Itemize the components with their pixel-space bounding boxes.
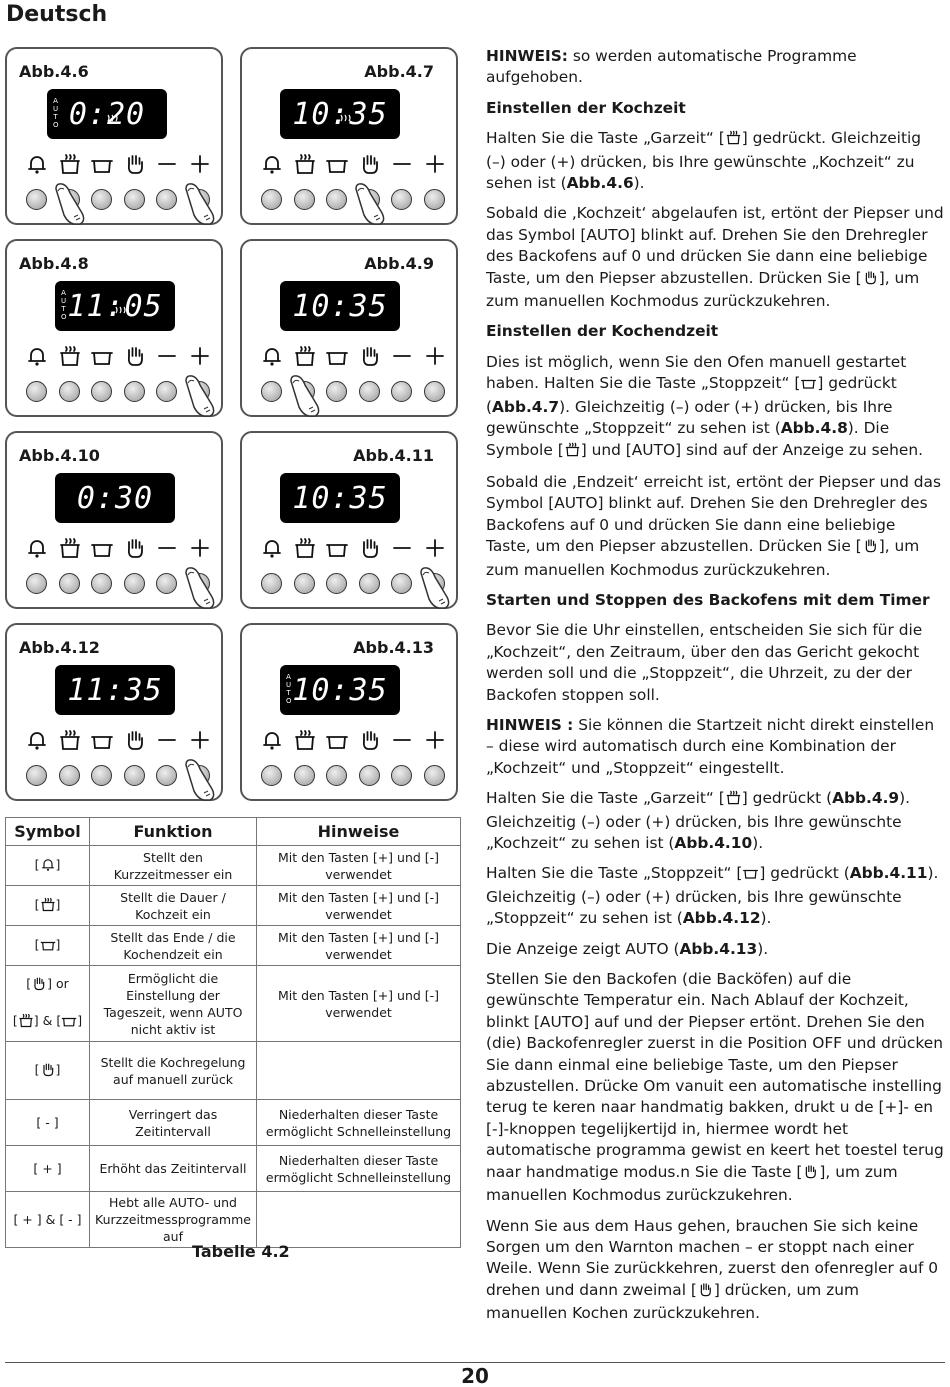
symbol-cell: [ ] xyxy=(6,926,90,966)
control-button[interactable] xyxy=(261,189,282,210)
control-button[interactable] xyxy=(26,765,47,786)
notes-cell xyxy=(257,1042,461,1100)
text-run: ] und [AUTO] sind auf der Anzeige zu sehen. xyxy=(580,440,923,459)
figure-panel xyxy=(5,623,223,801)
function-cell: Stellt die Kochregelung auf manuell zurück xyxy=(90,1042,257,1100)
paragraph-timer-intro: Bevor Sie die Uhr einstellen, entscheiden Sie sich für die „Kochzeit“, den Zeitraum, über den das Gericht gekocht werden soll und die „Stoppzeit“, die Uhrzeit, zu der der Backofen stoppen soll. xyxy=(486,621,923,704)
control-symbols xyxy=(23,153,207,177)
figure-ref: Abb.4.13 xyxy=(679,939,758,958)
paragraph-leaving-home xyxy=(486,1216,944,1325)
auto-indicator: A U T O xyxy=(61,289,68,321)
function-cell: Stellt die Dauer / Kochzeit ein xyxy=(90,886,257,926)
notes-cell: Mit den Tasten [+] und [-] verwendet xyxy=(257,966,461,1042)
display-time: 10:35 xyxy=(292,480,388,516)
instructions-text xyxy=(486,46,944,1334)
control-button[interactable] xyxy=(156,573,177,594)
text-run: ). xyxy=(757,939,769,958)
text-run: ). Gleichzeitig (–) oder (+) drücken, bis Ihre gewünschte „Stoppzeit“ zu sehen ist ( xyxy=(486,864,939,928)
page-language-heading: Deutsch xyxy=(6,2,108,27)
figure-label: Abb.4.7 xyxy=(364,62,434,81)
figure-label: Abb.4.12 xyxy=(19,638,100,657)
table-caption: Tabelle 4.2 xyxy=(192,1242,290,1261)
paragraph-cooking-time-end xyxy=(486,203,944,312)
paragraph-end-time xyxy=(486,352,944,463)
control-button[interactable] xyxy=(359,573,380,594)
auto-indicator: A U T O xyxy=(286,673,293,705)
text-run: ). xyxy=(760,909,772,928)
control-button[interactable] xyxy=(189,189,210,210)
tray-icon xyxy=(800,375,817,396)
note-paragraph xyxy=(486,46,944,89)
function-cell: Hebt alle AUTO- und Kurzzeitmessprogramme auf xyxy=(90,1192,257,1248)
control-button[interactable] xyxy=(59,381,80,402)
figure-panel xyxy=(5,431,223,609)
steam-icon xyxy=(113,287,127,322)
text-run: Stellen Sie den Backofen (die Backöfen) auf die gewünschte Temperatur ein. Nach Ablauf der Kochzeit, blinkt [AUTO] auf und der Piepser ertönt. Drehen Sie den (die) Backofenregler zuerst in die Position OFF und drücken Sie dann einmal eine beliebige Taste, um den Piepser abzustellen. Drücke Om vanuit een automatische instelling terug te keren naar handmatig bakken, drukt u de [+]- en [-]-knoppen tegelijkertijd in, hiermee wordt het automatische programma gewist en keert het toestel terug naar handmatige modus.n Sie die Taste [ xyxy=(486,970,944,1181)
notes-cell: Mit den Tasten [+] und [-] verwendet xyxy=(257,926,461,966)
heading-end-time: Einstellen der Kochendzeit xyxy=(486,322,719,341)
tray-icon xyxy=(40,937,56,956)
control-buttons xyxy=(23,381,207,403)
display-time: 10:35 xyxy=(292,672,388,708)
control-symbols xyxy=(258,345,442,369)
control-button[interactable] xyxy=(294,765,315,786)
symbol-cell: [ ] or [ ] & [ ] xyxy=(6,966,90,1042)
paragraph-end-time-reached xyxy=(486,472,944,581)
notes-cell: Mit den Tasten [+] und [-] verwendet xyxy=(257,886,461,926)
timer-display xyxy=(55,473,175,523)
table-row xyxy=(6,846,461,886)
column-header-symbol: Symbol xyxy=(6,818,90,846)
table-row xyxy=(6,1192,461,1248)
display-time: 10:35 xyxy=(292,96,388,132)
control-button[interactable] xyxy=(391,189,412,210)
paragraph-cooking-time xyxy=(486,128,944,194)
hand-icon xyxy=(862,270,879,291)
function-cell: Stellt den Kurzzeitmesser ein xyxy=(90,846,257,886)
page-number: 20 xyxy=(461,1364,489,1387)
control-button[interactable] xyxy=(424,573,445,594)
hand-icon xyxy=(31,976,47,995)
control-button[interactable] xyxy=(261,573,282,594)
figure-label: Abb.4.8 xyxy=(19,254,89,273)
text-run: ] gedrückt ( xyxy=(741,789,833,808)
pot-icon xyxy=(564,442,581,463)
paragraph-auto-shown xyxy=(486,939,944,960)
figure-ref: Abb.4.8 xyxy=(780,419,848,438)
figure-ref: Abb.4.9 xyxy=(832,789,900,808)
display-time: 0:20 xyxy=(68,96,146,132)
pot-icon xyxy=(18,1013,34,1032)
control-buttons xyxy=(23,573,207,595)
timer-display xyxy=(280,665,400,715)
symbol-function-table xyxy=(5,817,461,1248)
text-run: Die Anzeige zeigt AUTO ( xyxy=(486,939,680,958)
control-symbols xyxy=(23,537,207,561)
text-run: ], um zum manuellen Kochmodus zurückzukehren. xyxy=(486,1162,898,1205)
note-text: so werden automatische Programme aufgehoben. xyxy=(486,47,857,87)
control-button[interactable] xyxy=(391,381,412,402)
control-buttons xyxy=(258,189,442,211)
text-run: ). Gleichzeitig (–) oder (+) drücken, bis Ihre gewünschte „Stoppzeit“ zu sehen ist ( xyxy=(486,397,893,438)
control-button[interactable] xyxy=(189,765,210,786)
symbol-cell: [ - ] xyxy=(6,1100,90,1146)
control-button[interactable] xyxy=(156,381,177,402)
text-run: Wenn Sie aus dem Haus gehen, brauchen Sie sich keine Sorgen um den Warnton machen – er stoppt nach einer Weile. Wenn Sie zurückkehren, zuerst den ofenregler auf 0 drehen und dann zweimal [ xyxy=(486,1216,939,1299)
function-cell: Stellt das Ende / die Kochendzeit ein xyxy=(90,926,257,966)
figure-label: Abb.4.10 xyxy=(19,446,100,465)
control-button[interactable] xyxy=(59,573,80,594)
control-button[interactable] xyxy=(59,765,80,786)
control-button[interactable] xyxy=(326,573,347,594)
text-run: Sie können die Startzeit nicht direkt einstellen – diese wird automatisch durch eine Kombination der „Kochzeit“ und „Stoppzeit“ eingestellt. xyxy=(486,715,935,777)
steam-icon xyxy=(105,95,119,130)
control-button[interactable] xyxy=(424,381,445,402)
tray-icon xyxy=(61,1013,77,1032)
text-run: ] drücken, um zum manuellen Kochen zurückzukehren. xyxy=(486,1280,859,1323)
figure-label: Abb.4.9 xyxy=(364,254,434,273)
text-run: Halten Sie die Taste „Garzeit“ [ xyxy=(486,789,725,808)
text-run: ). xyxy=(752,834,764,852)
symbol-cell: [ ] xyxy=(6,886,90,926)
control-button[interactable] xyxy=(294,381,315,402)
notes-cell: Niederhalten dieser Taste ermöglicht Schnelleinstellung xyxy=(257,1100,461,1146)
timer-display xyxy=(280,473,400,523)
control-symbols xyxy=(23,345,207,369)
control-button[interactable] xyxy=(124,765,145,786)
control-button[interactable] xyxy=(326,765,347,786)
control-button[interactable] xyxy=(294,189,315,210)
display-time: 10:35 xyxy=(292,288,388,324)
figure-label: Abb.4.11 xyxy=(353,446,434,465)
note-label: HINWEIS: xyxy=(486,47,568,65)
control-button[interactable] xyxy=(424,189,445,210)
timer-display xyxy=(280,89,400,139)
paragraph-set-stop-time xyxy=(486,863,944,929)
timer-display xyxy=(55,281,175,331)
text-run: ], um zum manuellen Kochmodus zurückzukehren. xyxy=(486,537,920,579)
control-buttons xyxy=(258,765,442,787)
symbol-cell: [ + ] xyxy=(6,1146,90,1192)
paragraph-timer-note xyxy=(486,715,944,779)
control-button[interactable] xyxy=(156,189,177,210)
figure-panel xyxy=(240,431,458,609)
text-run: ], um zum manuellen Kochmodus zurückzukehren. xyxy=(486,268,920,311)
paragraph-set-cook-time xyxy=(486,788,944,854)
control-button[interactable] xyxy=(26,573,47,594)
display-time: 11:35 xyxy=(67,672,163,708)
text-run: Sobald die ‚Kochzeit‘ abgelaufen ist, ertönt der Piepser und das Symbol [AUTO] blinkt auf. Drehen Sie den Drehregler des Backofens auf 0 und drücken Sie dann eine beliebige Taste, um den Piepser abzustellen. Drücken Sie [ xyxy=(486,204,944,287)
tray-icon xyxy=(742,865,759,886)
auto-indicator: A U T O xyxy=(53,97,60,129)
control-button[interactable] xyxy=(261,765,282,786)
paragraph-temperature xyxy=(486,969,944,1206)
control-button[interactable] xyxy=(359,381,380,402)
control-button[interactable] xyxy=(59,189,80,210)
pot-icon xyxy=(40,897,56,916)
control-button[interactable] xyxy=(26,189,47,210)
text-run: Dies ist möglich, wenn Sie den Ofen manuell gestartet haben. Halten Sie die Taste „Stoppzeit“ [ xyxy=(486,352,907,393)
control-button[interactable] xyxy=(391,573,412,594)
text-run: Halten Sie die Taste „Stoppzeit“ [ xyxy=(486,864,743,883)
display-time: 11:05 xyxy=(67,288,163,324)
control-button[interactable] xyxy=(359,765,380,786)
table-row xyxy=(6,926,461,966)
figure-panel xyxy=(240,47,458,225)
column-header-function: Funktion xyxy=(90,818,257,846)
control-button[interactable] xyxy=(124,381,145,402)
figure-panel xyxy=(5,47,223,225)
function-cell: Erhöht das Zeitintervall xyxy=(90,1146,257,1192)
figure-ref: Abb.4.11 xyxy=(849,864,928,883)
text-run: Halten Sie die Taste „Garzeit“ [ xyxy=(486,129,725,148)
table-header-row xyxy=(6,818,461,846)
text-run: ). Die Symbole [ xyxy=(486,419,890,459)
hand-icon xyxy=(697,1282,714,1303)
bell-icon xyxy=(40,857,56,876)
timer-display xyxy=(280,281,400,331)
function-cell: Verringert das Zeitintervall xyxy=(90,1100,257,1146)
control-button[interactable] xyxy=(26,381,47,402)
control-button[interactable] xyxy=(189,381,210,402)
notes-cell: Mit den Tasten [+] und [-] verwendet xyxy=(257,846,461,886)
control-button[interactable] xyxy=(424,765,445,786)
table-row xyxy=(6,1100,461,1146)
text-run: ] gedrückt ( xyxy=(486,374,897,416)
pot-icon xyxy=(725,790,742,811)
text-run: Sobald die ‚Endzeit‘ erreicht ist, ertönt der Piepser und das Symbol [AUTO] blinkt auf. Drehen Sie den Drehregler des Backofens auf 0 und drücken Sie dann eine beliebige Taste, um den Piepser abzustellen. Drücken Sie [ xyxy=(486,472,941,556)
note-label: HINWEIS : xyxy=(486,715,574,734)
steam-icon xyxy=(338,95,352,130)
control-button[interactable] xyxy=(156,765,177,786)
figure-ref: Abb.4.10 xyxy=(674,834,753,852)
control-button[interactable] xyxy=(91,573,112,594)
figure-ref: Abb.4.12 xyxy=(682,909,761,928)
control-button[interactable] xyxy=(391,765,412,786)
figure-label: Abb.4.13 xyxy=(353,638,434,657)
footer-divider xyxy=(5,1362,945,1363)
figure-ref: Abb.4.7 xyxy=(492,397,560,416)
control-buttons xyxy=(258,573,442,595)
figure-panel xyxy=(240,239,458,417)
table-row xyxy=(6,886,461,926)
control-symbols xyxy=(258,537,442,561)
function-cell: Ermöglicht die Einstellung der Tageszeit, wenn AUTO nicht aktiv ist xyxy=(90,966,257,1042)
timer-display xyxy=(47,89,167,139)
control-symbols xyxy=(23,729,207,753)
figure-ref: Abb.4.6 xyxy=(566,174,634,193)
control-buttons xyxy=(23,765,207,787)
control-button[interactable] xyxy=(294,573,315,594)
control-button[interactable] xyxy=(91,189,112,210)
table-row xyxy=(6,1146,461,1192)
table-row xyxy=(6,966,461,1042)
figure-label: Abb.4.6 xyxy=(19,62,89,81)
control-symbols xyxy=(258,153,442,177)
control-buttons xyxy=(258,381,442,403)
notes-cell xyxy=(257,1192,461,1248)
hand-icon xyxy=(862,538,879,559)
control-symbols xyxy=(258,729,442,753)
text-run: ). xyxy=(633,174,645,193)
control-button[interactable] xyxy=(124,189,145,210)
control-button[interactable] xyxy=(91,765,112,786)
heading-cooking-time: Einstellen der Kochzeit xyxy=(486,98,686,117)
control-button[interactable] xyxy=(326,189,347,210)
figure-panel xyxy=(5,239,223,417)
control-button[interactable] xyxy=(189,573,210,594)
text-run: ] gedrückt. Gleichzeitig (–) oder (+) drücken, bis Ihre gewünschte „Kochzeit“ zu sehen ist ( xyxy=(486,129,922,193)
pot-icon xyxy=(725,130,742,151)
control-button[interactable] xyxy=(359,189,380,210)
symbol-cell: [ ] xyxy=(6,1042,90,1100)
control-button[interactable] xyxy=(261,381,282,402)
figure-panel xyxy=(240,623,458,801)
control-buttons xyxy=(23,189,207,211)
control-button[interactable] xyxy=(91,381,112,402)
column-header-notes: Hinweise xyxy=(257,818,461,846)
timer-display xyxy=(55,665,175,715)
symbol-cell: [ + ] & [ - ] xyxy=(6,1192,90,1248)
control-button[interactable] xyxy=(326,381,347,402)
hand-icon xyxy=(40,1062,56,1081)
hand-icon xyxy=(802,1164,819,1185)
text-run: ] gedrückt ( xyxy=(759,864,850,883)
text-run: ). Gleichzeitig (–) oder (+) drücken, bis Ihre gewünschte „Kochzeit“ zu sehen ist ( xyxy=(486,789,911,852)
display-time: 0:30 xyxy=(76,480,154,516)
symbol-cell: [ ] xyxy=(6,846,90,886)
heading-timer: Starten und Stoppen des Backofens mit dem Timer xyxy=(486,590,930,609)
table-row xyxy=(6,1042,461,1100)
notes-cell: Niederhalten dieser Taste ermöglicht Schnelleinstellung xyxy=(257,1146,461,1192)
control-button[interactable] xyxy=(124,573,145,594)
